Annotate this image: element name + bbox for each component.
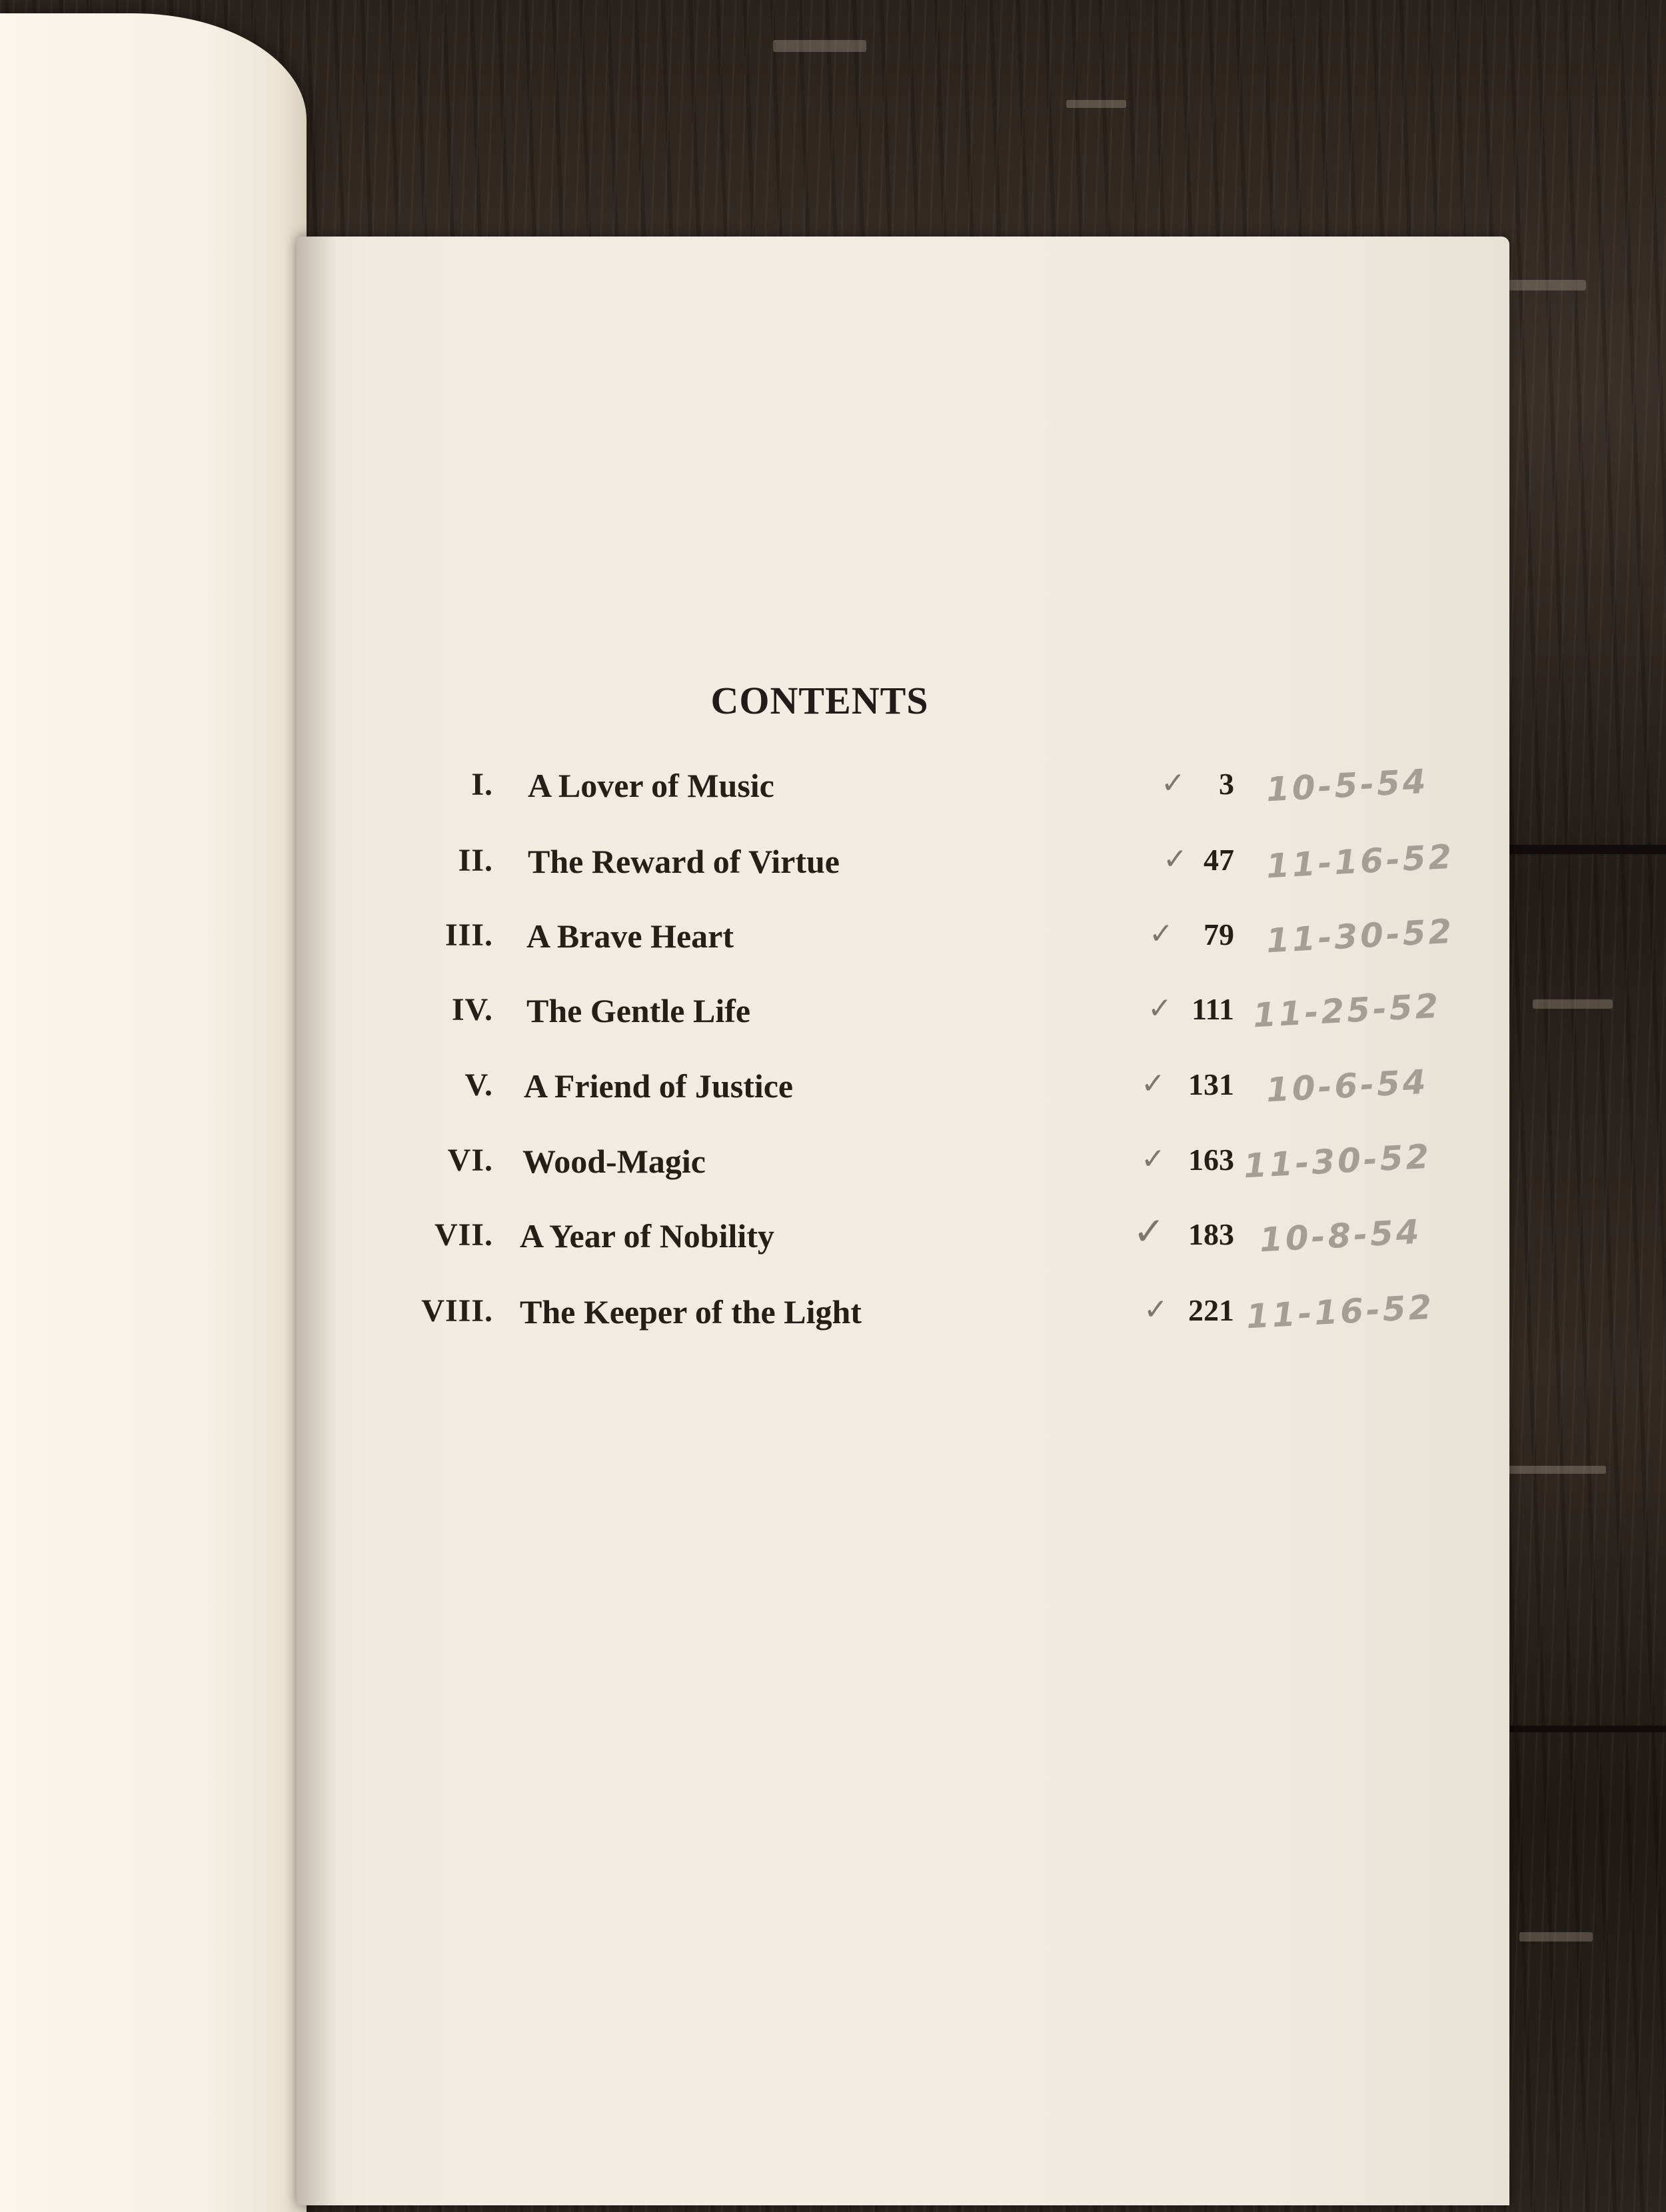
contents-heading: CONTENTS bbox=[710, 679, 929, 722]
chapter-numeral: VI. bbox=[447, 1143, 493, 1178]
chapter-title: The Gentle Life bbox=[526, 992, 751, 1029]
page-number: 163 bbox=[1188, 1143, 1234, 1177]
pencil-date-note: 11-16-52 bbox=[1245, 1287, 1435, 1337]
page-number: 111 bbox=[1192, 992, 1234, 1026]
pencil-check-mark: ✓ bbox=[1141, 1067, 1166, 1101]
wood-scratch bbox=[1506, 1466, 1606, 1474]
chapter-numeral: VIII. bbox=[421, 1293, 493, 1329]
chapter-numeral: V. bbox=[464, 1067, 493, 1103]
toc-entry bbox=[0, 911, 1666, 963]
chapter-numeral: I. bbox=[471, 767, 493, 802]
pencil-date-note: 11-30-52 bbox=[1265, 911, 1455, 961]
toc-entry bbox=[0, 762, 1666, 813]
chapter-title: A Lover of Music bbox=[528, 767, 774, 804]
page-number: 79 bbox=[1204, 917, 1234, 951]
chapter-title: A Brave Heart bbox=[526, 917, 734, 955]
pencil-check-mark: ✓ bbox=[1161, 766, 1186, 800]
page-number: 3 bbox=[1219, 767, 1234, 801]
chapter-title: The Keeper of the Light bbox=[520, 1293, 862, 1331]
chapter-numeral: II. bbox=[458, 843, 493, 878]
page-number: 183 bbox=[1188, 1217, 1234, 1251]
pencil-date-note: 11-30-52 bbox=[1242, 1137, 1433, 1186]
pencil-check-mark: ✓ bbox=[1141, 1142, 1166, 1176]
pencil-check-mark: ✓ bbox=[1144, 1293, 1168, 1327]
chapter-numeral: IV. bbox=[451, 992, 493, 1027]
wood-scratch bbox=[1519, 1932, 1593, 1941]
page-number: 221 bbox=[1188, 1293, 1234, 1327]
chapter-title: A Year of Nobility bbox=[520, 1217, 774, 1255]
chapter-title: Wood-Magic bbox=[522, 1143, 706, 1180]
pencil-date-note: 10-8-54 bbox=[1258, 1212, 1423, 1260]
toc-entry bbox=[0, 837, 1666, 889]
pencil-check-mark: ✓ bbox=[1133, 1209, 1166, 1254]
pencil-date-note: 10-6-54 bbox=[1265, 1062, 1429, 1110]
toc-entry bbox=[0, 1287, 1666, 1339]
pencil-check-mark: ✓ bbox=[1149, 917, 1174, 951]
page-number: 131 bbox=[1188, 1067, 1234, 1101]
toc-entry bbox=[0, 1137, 1666, 1189]
toc-entry bbox=[0, 1062, 1666, 1113]
chapter-title: The Reward of Virtue bbox=[528, 843, 840, 880]
toc-entry bbox=[0, 986, 1666, 1038]
wood-scratch bbox=[1066, 100, 1126, 108]
pencil-date-note: 10-5-54 bbox=[1265, 762, 1429, 810]
page-number: 47 bbox=[1204, 843, 1234, 877]
wood-scratch bbox=[773, 40, 866, 52]
chapter-numeral: VII. bbox=[434, 1217, 493, 1253]
pencil-date-note: 11-16-52 bbox=[1265, 837, 1455, 886]
pencil-check-mark: ✓ bbox=[1148, 991, 1172, 1025]
pencil-date-note: 11-25-52 bbox=[1251, 986, 1442, 1035]
toc-entry bbox=[0, 1209, 1666, 1263]
chapter-title: A Friend of Justice bbox=[524, 1067, 794, 1105]
pencil-check-mark: ✓ bbox=[1163, 842, 1188, 876]
chapter-numeral: III. bbox=[444, 917, 493, 953]
